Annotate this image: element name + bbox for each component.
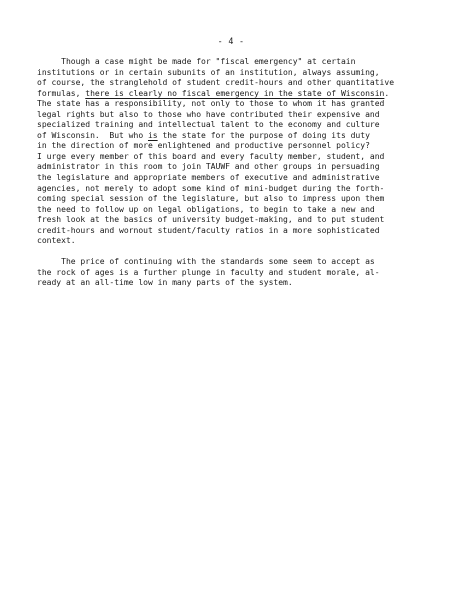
- underlined-text: there is clearly no fiscal emergency in the state of Wisconsin: [85, 88, 385, 98]
- text-segment: context.: [37, 236, 76, 246]
- text-segment: formulas,: [37, 88, 86, 98]
- text-line: [37, 278, 427, 289]
- text-line: [37, 120, 427, 131]
- text-segment: The state has a responsibility, not only to those to whom it has granted: [37, 99, 385, 109]
- text-segment: the need to follow up on legal obligations, to begin to take a new and: [37, 204, 375, 214]
- text-line: [37, 257, 427, 268]
- page-number: - 4 -: [217, 36, 245, 46]
- text-segment: fresh look at the basics of university budget-making, and to put student: [37, 215, 385, 225]
- paragraph: [37, 257, 427, 289]
- text-line: [37, 68, 427, 79]
- text-segment: the state for the purpose of doing its duty: [157, 130, 370, 140]
- text-segment: agencies, not merely to adopt some kind of mini-budget during the forth-: [37, 183, 385, 193]
- document-body: [37, 57, 427, 289]
- text-line: [37, 110, 427, 121]
- text-line: [37, 78, 427, 89]
- text-line: [37, 131, 427, 142]
- text-segment: institutions or in certain subunits of an institution, always assuming,: [37, 67, 380, 77]
- text-segment: legal rights but also to those who have contributed their expensive and: [37, 109, 380, 119]
- text-segment: credit-hours and wornout student/faculty ratios in a more sophisticated: [37, 225, 380, 235]
- text-line: [37, 184, 427, 195]
- text-line: [37, 215, 427, 226]
- text-segment: the rock of ages is a further plunge in faculty and student morale, al-: [37, 267, 380, 277]
- text-line: [37, 173, 427, 184]
- text-segment: of course, the stranglehold of student credit-hours and other quantitative: [37, 78, 395, 88]
- paragraph-gap: [37, 247, 427, 258]
- text-line: [37, 99, 427, 110]
- text-line: [37, 236, 427, 247]
- text-line: [37, 141, 427, 152]
- text-segment: administrator in this room to join TAUWF and other groups in persuading: [37, 162, 380, 172]
- text-segment: Though a case might be made for "fiscal emergency" at certain: [37, 57, 356, 66]
- text-segment: I urge every member of this board and every faculty member, student, and: [37, 151, 385, 161]
- text-segment: the legislature and appropriate members of executive and administrative: [37, 173, 380, 183]
- text-segment: ready at an all-time low in many parts of the system.: [37, 278, 293, 288]
- text-line: [37, 89, 427, 100]
- paragraph: [37, 57, 427, 247]
- text-line: [37, 226, 427, 237]
- text-line: [37, 162, 427, 173]
- text-segment: of Wisconsin. But who: [37, 130, 148, 140]
- text-line: [37, 194, 427, 205]
- text-line: [37, 152, 427, 163]
- text-segment: coming special session of the legislature, but also to impress upon them: [37, 194, 385, 204]
- text-segment: in the direction of more enlightened and productive personnel policy?: [37, 141, 370, 151]
- text-line: [37, 205, 427, 216]
- text-segment: .: [384, 88, 390, 98]
- text-line: [37, 57, 427, 68]
- text-line: [37, 268, 427, 279]
- text-segment: The price of continuing with the standards some seem to accept as: [37, 257, 375, 267]
- text-segment: specialized training and intellectual talent to the economy and culture: [37, 120, 380, 130]
- underlined-text: is: [147, 130, 158, 140]
